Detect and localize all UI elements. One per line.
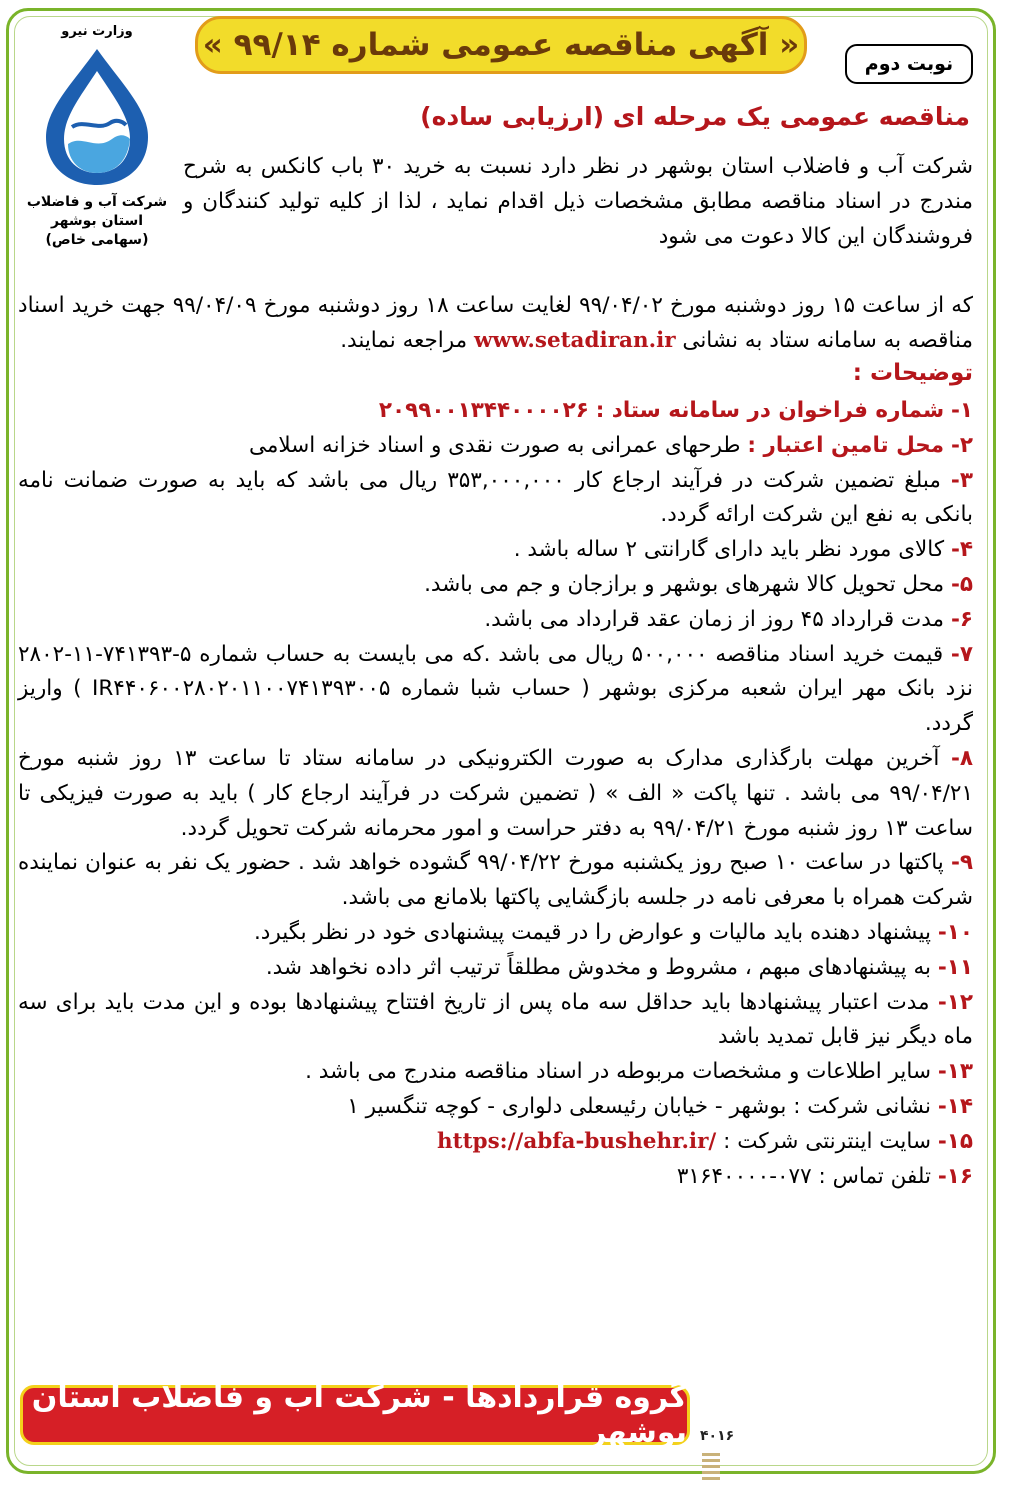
item-number: ۹- [950,850,973,876]
setadiran-link[interactable]: www.setadiran.ir [474,327,676,353]
item-text: سایت اینترنتی شرکت : [723,1128,931,1154]
item-text: کالای مورد نظر باید دارای گارانتی ۲ ساله باشد . [513,537,945,563]
item-text: به پیشنهادهای مبهم ، مشروط و مخدوش مطلقاً ترتیب اثر داده نخواهد شد. [265,954,931,980]
item-text: مبلغ تضمین شرکت در فرآیند ارجاع کار ۳۵۳,۰۰۰,۰۰۰ ریال می باشد که باید به صورت ضمانت نامه بانکی به نفع این شرکت ارائه گردد. [18,467,973,528]
decorative-dots [702,1450,720,1480]
item-text: محل تحویل کالا شهرهای بوشهر و برازجان و جم می باشد. [424,571,945,597]
tender-subtitle: مناقصه عمومی یک مرحله ای (ارزیابی ساده) [420,102,970,131]
list-item [18,638,973,742]
item-number: ۸- [950,745,973,771]
ad-code: ۴۰۱۶ [700,1428,735,1444]
item-number: ۱۵- [937,1128,973,1154]
item-text: پاکتها در ساعت ۱۰ صبح روز یکشنبه مورخ ۹۹/۰۴/۲۲ گشوده خواهد شد . حضور یک نفر به عنوان نماینده شرکت همراه با معرفی نامه در جلسه بازگشایی پاکتها بلامانع می باشد. [18,850,973,911]
item-text: قیمت خرید اسناد مناقصه ۵۰۰,۰۰۰ ریال می باشد .که می بایست به حساب شماره ۵-۷۴۱۳۹۳-۱۱-۲۸۰۲ نزد بانک مهر ایران شعبه مرکزی بوشهر ( حساب شبا شماره IR۴۴۰۶۰۰۲۸۰۲۰۱۱۰۰۷۴۱۳۹۳۰۰۵ ) واریز گردد. [18,641,973,737]
list-item [18,916,973,951]
intro-paragraph-2 [18,289,973,359]
item-number: ۱۲- [937,989,973,1015]
item-number: ۱۶- [937,1163,973,1189]
intro-paragraph: شرکت آب و فاضلاب استان بوشهر در نظر دارد نسبت به خرید ۳۰ باب کانکس به شرح مندرج در اسناد مناقصه مطابق مشخصات ذیل اقدام نماید ، لذا از کلیه تولید کنندگان و فروشندگان این کالا دعوت می شود [183,154,973,249]
item-number: ۶- [950,606,973,632]
list-item [18,464,973,534]
item-number: ۴- [950,537,973,563]
item-number: ۳- [950,467,973,493]
item-text: ۲۰۹۹۰۰۱۳۴۴۰۰۰۰۲۶ [378,398,589,423]
list-item [18,568,973,603]
item-text: تلفن تماس : ۰۷۷-۳۱۶۴۰۰۰۰ [676,1163,931,1189]
item-text: سایر اطلاعات و مشخصات مربوطه در اسناد مناقصه مندرج می باشد . [305,1059,931,1085]
list-item [18,951,973,986]
list-item [18,533,973,568]
item-number: ۱- [950,398,973,423]
item-number: ۱۱- [937,954,973,980]
intro-text2: که از ساعت ۱۵ روز دوشنبه مورخ ۹۹/۰۴/۰۲ لغایت ساعت ۱۸ روز دوشنبه مورخ ۹۹/۰۴/۰۹ جهت خرید اسناد مناقصه به سامانه ستاد به نشانی [18,293,974,353]
tender-title: « آگهی مناقصه عمومی شماره ۹۹/۱۴ » [195,16,807,74]
list-item [18,603,973,638]
footer-banner: گروه قراردادها - شرکت آب و فاضلاب استان بوشهر [20,1385,690,1445]
item-label: شماره فراخوان در سامانه ستاد : [595,398,945,423]
list-item [18,846,973,916]
notes-title: توضیحات : [852,360,973,386]
water-drop-logo-icon [32,39,162,189]
item-text: مدت اعتبار پیشنهادها باید حداقل سه ماه پس از تاریخ افتتاح پیشنهادها بوده و این مدت باید برای سه ماه دیگر نیز قابل تمدید باشد [18,989,973,1050]
list-item [18,1160,973,1195]
item-text: نشانی شرکت : بوشهر - خیابان رئیسعلی دلواری - کوچه تنگسیر ۱ [347,1093,931,1119]
notes-list [18,394,973,1194]
company-name-line3: (سهامی خاص) [45,232,149,248]
item-text: پیشنهاد دهنده باید مالیات و عوارض را در قیمت پیشنهادی خود در نظر بگیرد. [253,919,931,945]
item-number: ۱۳- [937,1059,973,1085]
item-label: محل تامین اعتبار : [747,432,945,458]
intro-text3: مراجعه نمایند. [340,327,468,353]
abfa-website-link[interactable]: https://abfa-bushehr.ir/ [437,1128,717,1154]
list-item [18,394,973,429]
ministry-label: وزارت نیرو [61,24,133,39]
round-badge: نوبت دوم [845,44,973,84]
item-number: ۷- [950,641,973,667]
list-item [18,1090,973,1125]
list-item [18,1055,973,1090]
item-text: مدت قرارداد ۴۵ روز از زمان عقد قرارداد می باشد. [484,606,945,632]
list-item [18,986,973,1056]
list-item [18,429,973,464]
list-item [18,1125,973,1160]
item-text: طرحهای عمرانی به صورت نقدی و اسناد خزانه اسلامی [248,432,741,458]
item-number: ۵- [950,571,973,597]
list-item [18,742,973,846]
item-number: ۲- [950,432,973,458]
company-name-line2: استان بوشهر [50,213,144,229]
item-number: ۱۰- [937,919,973,945]
company-logo [22,22,172,260]
item-number: ۱۴- [937,1093,973,1119]
company-name-line1: شرکت آب و فاضلاب [26,194,168,210]
item-text: آخرین مهلت بارگذاری مدارک به صورت الکترونیکی در سامانه ستاد تا ساعت ۱۳ روز شنبه مورخ ۹۹/۰۴/۲۱ می باشد . تنها پاکت « الف » ( تضمین شرکت در فرآیند ارجاع کار ) باید به صورت فیزیکی تا ساعت ۱۳ روز شنبه مورخ ۹۹/۰۴/۲۱ به دفتر حراست و امور محرمانه شرکت تحویل گردد. [18,745,973,841]
